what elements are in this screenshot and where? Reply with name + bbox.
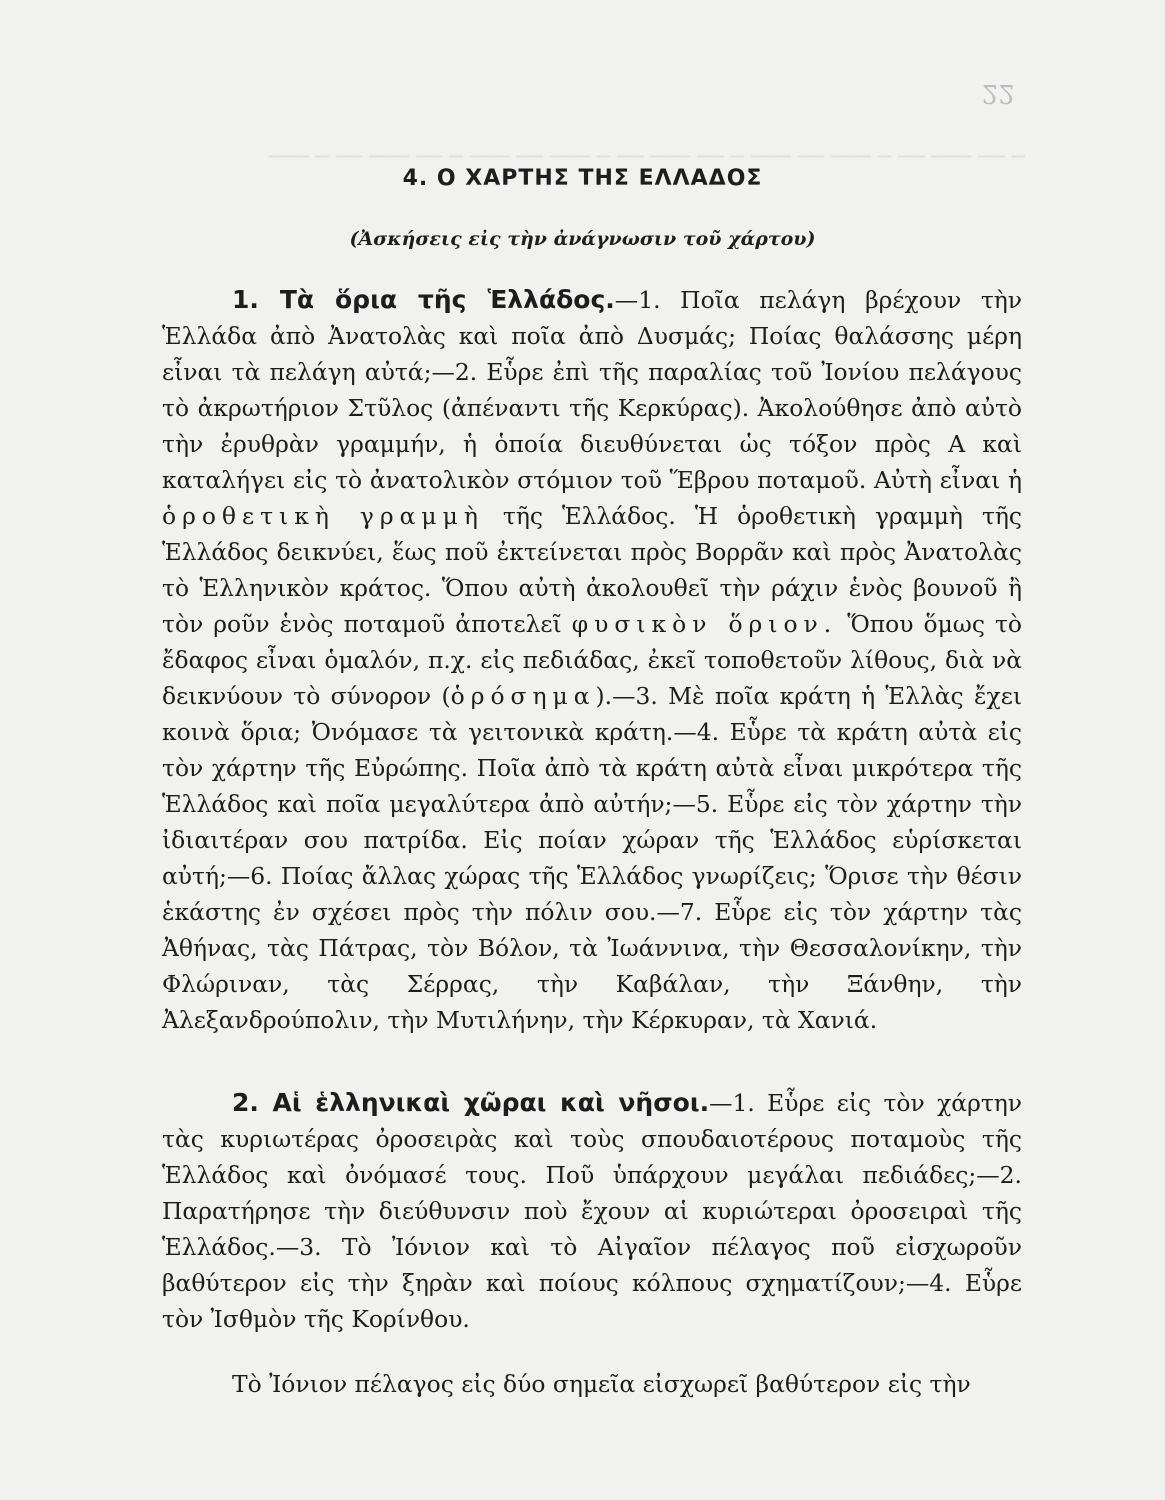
section-1-paragraph bbox=[162, 282, 1022, 1038]
bleed-through-text: ─ ── ─── ── ─ ─── ── ─── ─ ── ─── ── ─ ─── ── ─── ─ ── ─── ── ─ ─── bbox=[268, 145, 1025, 170]
term-natural-border: φυσικὸν ὅριον. bbox=[571, 610, 838, 638]
page-number: 22 bbox=[981, 78, 1015, 108]
section-1-text-part-4: ).—3. Μὲ ποῖα κράτη ἡ Ἑλλὰς ἔχει κοινὰ ὅρια; Ὀνόμασε τὰ γειτονικὰ κράτη.—4. Εὗρε τὰ κράτη αὐτὰ εἰς τὸν χάρτην τῆς Εὐρώπης. Ποῖα ἀπὸ τὰ κράτη αὐτὰ εἶναι μικρότερα τῆς Ἑλλάδος καὶ ποῖα μεγαλύτερα ἀπὸ αὐτήν;—5. Εὗρε εἰς τὸν χάρτην τὴν ἰδιαιτέραν σου πατρίδα. Εἰς ποίαν χώραν τῆς Ἑλλάδος εὑρίσκεται αὐτή;—6. Ποίας ἄλλας χώρας τῆς Ἑλλάδος γνωρίζεις; Ὅρισε τὴν θέσιν ἑκάστης ἐν σχέσει πρὸς τὴν πόλιν σου.—7. Εὗρε εἰς τὸν χάρτην τὰς Ἀθήνας, τὰς Πάτρας, τὸν Βόλον, τὰ Ἰωάννινα, τὴν Θεσσαλονίκην, τὴν Φλώριναν, τὰς Σέρρας, τὴν Καβάλαν, τὴν Ξάνθην, τὴν Ἀλεξανδρούπολιν, τὴν Μυτιλήνην, τὴν Κέρκυραν, τὰ Χανιά. bbox=[162, 682, 1022, 1034]
section-1-text-part-1: —1. Ποῖα πελάγη βρέχουν τὴν Ἑλλάδα ἀπὸ Ἀνατολὰς καὶ ποῖα ἀπὸ Δυσμάς; Ποίας θαλάσσης μέρη εἶναι τὰ πελάγη αὐτά;—2. Εὗρε ἐπὶ τῆς παραλίας τοῦ Ἰονίου πελάγους τὸ ἀκρωτήριον Στῦλος (ἀπέναντι τῆς Κερκύρας). Ἀκολούθησε ἀπὸ αὐτὸ τὴν ἐρυθρὰν γραμμήν, ἡ ὁποία διευθύνεται ὡς τόξον πρὸς Α καὶ καταλήγει εἰς τὸ ἀνατολικὸν στόμιον τοῦ Ἕβρου ποταμοῦ. Αὐτὴ εἶναι ἡ bbox=[162, 286, 1023, 494]
section-3-paragraph: Τὸ Ἰόνιον πέλαγος εἰς δύο σημεῖα εἰσχωρεῖ βαθύτερον εἰς τὴν bbox=[232, 1370, 971, 1398]
section-1-title: 1. Τὰ ὅρια τῆς Ἑλλάδος. bbox=[232, 285, 615, 314]
section-2 bbox=[162, 1085, 1022, 1337]
section-2-text: —1. Εὗρε εἰς τὸν χάρτην τὰς κυριωτέρας ὀροσειρὰς καὶ τοὺς σπουδαιοτέρους ποταμοὺς τῆς Ἑλλάδος καὶ ὀνόμασέ τους. Ποῦ ὑπάρχουν μεγάλαι πεδιάδες;—2. Παρατήρησε τὴν διεύθυνσιν ποὺ ἔχουν αἱ κυριώτεραι ὀροσειραὶ τῆς Ἑλλάδος.—3. Τὸ Ἰόνιον καὶ τὸ Αἰγαῖον πέλαγος ποῦ εἰσχωροῦν βαθύτερον εἰς τὴν ξηρὰν καὶ ποίους κόλπους σχηματίζουν;—4. Εὗρε τὸν Ἰσθμὸν τῆς Κορίνθου. bbox=[162, 1089, 1023, 1333]
section-1-text-part-3: Ὅπου ὅμως τὸ ἔδαφος εἶναι ὁμαλόν, π.χ. εἰς πεδιάδας, ἐκεῖ τοποθετοῦν λίθους, διὰ νὰ δεικνύουν τὸ σύνορον ( bbox=[162, 610, 1023, 710]
section-2-paragraph bbox=[162, 1085, 1022, 1337]
term-border-stones: ὁρόσημα bbox=[450, 682, 596, 710]
section-3 bbox=[162, 1366, 1022, 1402]
section-1 bbox=[162, 282, 1022, 1038]
section-2-title: 2. Αἱ ἑλληνικαὶ χῶραι καὶ νῆσοι. bbox=[232, 1088, 710, 1117]
term-boundary-line: ὁροθετικὴ γραμμὴ bbox=[162, 502, 484, 530]
section-1-text-part-2: τῆς Ἑλλάδος. Ἡ ὁροθετικὴ γραμμὴ τῆς Ἑλλάδος δεικνύει, ἕως ποῦ ἐκτείνεται πρὸς Βορρᾶν καὶ πρὸς Ἀνατολὰς τὸ Ἑλληνικὸν κράτος. Ὅπου αὐτὴ ἀκολουθεῖ τὴν ράχιν ἑνὸς βουνοῦ ἢ τὸν ροῦν ἑνὸς ποταμοῦ ἀποτελεῖ bbox=[162, 502, 1023, 638]
chapter-subheading: (Ἀσκήσεις εἰς τὴν ἀνάγνωσιν τοῦ χάρτου) bbox=[349, 228, 816, 250]
chapter-heading: 4. Ο ΧΑΡΤΗΣ ΤΗΣ ΕΛΛΑΔΟΣ bbox=[402, 166, 763, 191]
